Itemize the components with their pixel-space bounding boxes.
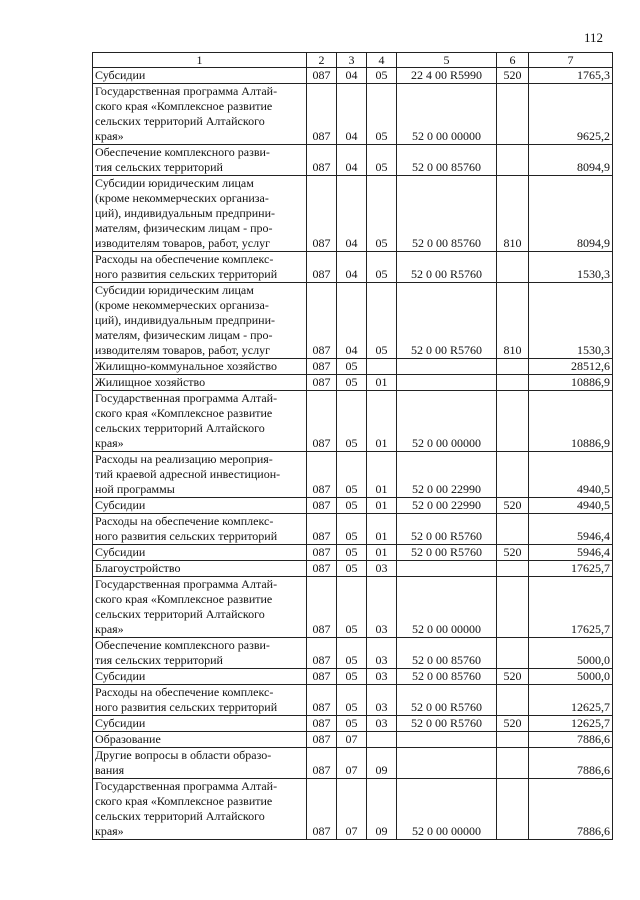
header-cell: 5 (397, 53, 497, 68)
row-target-code: 52 0 00 R5760 (397, 252, 497, 283)
row-target-code: 52 0 00 R5760 (397, 283, 497, 359)
row-description: Государственная программа Алтай- ского края «Комплексное развитие сельских территорий Алтайского края» (93, 391, 307, 452)
row-amount: 4940,5 (529, 498, 613, 514)
row-target-code: 52 0 00 85760 (397, 176, 497, 252)
row-expense-type-code (497, 252, 529, 283)
row-amount: 28512,6 (529, 359, 613, 375)
row-subsection-code: 03 (367, 685, 397, 716)
table-row (93, 145, 613, 176)
row-expense-type-code: 520 (497, 68, 529, 84)
row-subsection-code (367, 732, 397, 748)
row-description: Другие вопросы в области образо- вания (93, 748, 307, 779)
row-description: Субсидии (93, 498, 307, 514)
table-row (93, 748, 613, 779)
header-row (93, 53, 613, 68)
row-ministry-code: 087 (307, 514, 337, 545)
row-expense-type-code (497, 779, 529, 840)
table-row (93, 359, 613, 375)
row-target-code: 52 0 00 00000 (397, 779, 497, 840)
row-amount: 5946,4 (529, 545, 613, 561)
row-amount: 12625,7 (529, 716, 613, 732)
header-cell: 7 (529, 53, 613, 68)
row-expense-type-code (497, 561, 529, 577)
table-row (93, 283, 613, 359)
table-row (93, 779, 613, 840)
row-expense-type-code (497, 748, 529, 779)
row-section-code: 04 (337, 176, 367, 252)
row-ministry-code: 087 (307, 252, 337, 283)
row-ministry-code: 087 (307, 145, 337, 176)
row-section-code: 07 (337, 779, 367, 840)
row-amount: 17625,7 (529, 561, 613, 577)
row-subsection-code: 05 (367, 283, 397, 359)
row-subsection-code (367, 359, 397, 375)
row-expense-type-code (497, 685, 529, 716)
row-amount: 9625,2 (529, 84, 613, 145)
table-row (93, 732, 613, 748)
row-section-code: 05 (337, 514, 367, 545)
header-cell: 3 (337, 53, 367, 68)
row-target-code: 52 0 00 00000 (397, 577, 497, 638)
row-target-code: 52 0 00 R5760 (397, 545, 497, 561)
row-section-code: 04 (337, 84, 367, 145)
row-subsection-code: 05 (367, 84, 397, 145)
row-section-code: 04 (337, 283, 367, 359)
row-target-code: 52 0 00 R5760 (397, 514, 497, 545)
row-target-code: 52 0 00 85760 (397, 145, 497, 176)
row-subsection-code: 03 (367, 577, 397, 638)
row-ministry-code: 087 (307, 545, 337, 561)
table-row (93, 716, 613, 732)
row-subsection-code: 01 (367, 375, 397, 391)
row-expense-type-code: 520 (497, 498, 529, 514)
row-ministry-code: 087 (307, 716, 337, 732)
row-amount: 5000,0 (529, 638, 613, 669)
header-cell: 1 (93, 53, 307, 68)
row-ministry-code: 087 (307, 577, 337, 638)
row-target-code (397, 359, 497, 375)
row-expense-type-code (497, 514, 529, 545)
row-ministry-code: 087 (307, 669, 337, 685)
row-target-code: 52 0 00 R5760 (397, 685, 497, 716)
row-amount: 10886,9 (529, 375, 613, 391)
row-description: Субсидии (93, 545, 307, 561)
row-section-code: 05 (337, 452, 367, 498)
row-subsection-code: 03 (367, 561, 397, 577)
row-target-code: 22 4 00 R5990 (397, 68, 497, 84)
row-section-code: 05 (337, 561, 367, 577)
row-subsection-code: 05 (367, 252, 397, 283)
row-amount: 12625,7 (529, 685, 613, 716)
row-expense-type-code: 810 (497, 283, 529, 359)
row-section-code: 04 (337, 68, 367, 84)
row-description: Расходы на реализацию мероприя- тий краевой адресной инвестицион- ной программы (93, 452, 307, 498)
row-subsection-code: 03 (367, 669, 397, 685)
row-amount: 10886,9 (529, 391, 613, 452)
row-amount: 5946,4 (529, 514, 613, 545)
header-cell: 6 (497, 53, 529, 68)
row-subsection-code: 01 (367, 498, 397, 514)
row-description: Жилищно-коммунальное хозяйство (93, 359, 307, 375)
row-amount: 17625,7 (529, 577, 613, 638)
table-row (93, 545, 613, 561)
row-ministry-code: 087 (307, 748, 337, 779)
row-subsection-code: 05 (367, 176, 397, 252)
table-row (93, 638, 613, 669)
row-section-code: 05 (337, 716, 367, 732)
row-expense-type-code: 520 (497, 669, 529, 685)
row-description: Расходы на обеспечение комплекс- ного развития сельских территорий (93, 514, 307, 545)
header-cell: 4 (367, 53, 397, 68)
row-amount: 8094,9 (529, 145, 613, 176)
row-subsection-code: 01 (367, 545, 397, 561)
row-target-code: 52 0 00 22990 (397, 452, 497, 498)
row-expense-type-code (497, 391, 529, 452)
row-section-code: 05 (337, 545, 367, 561)
row-ministry-code: 087 (307, 176, 337, 252)
row-ministry-code: 087 (307, 375, 337, 391)
row-section-code: 05 (337, 391, 367, 452)
header-cell: 2 (307, 53, 337, 68)
row-subsection-code: 09 (367, 779, 397, 840)
table-body (93, 68, 613, 840)
row-section-code: 04 (337, 145, 367, 176)
row-target-code: 52 0 00 R5760 (397, 716, 497, 732)
table-row (93, 669, 613, 685)
row-description: Благоустройство (93, 561, 307, 577)
row-amount: 7886,6 (529, 732, 613, 748)
row-target-code: 52 0 00 85760 (397, 638, 497, 669)
table-row (93, 514, 613, 545)
row-amount: 8094,9 (529, 176, 613, 252)
row-subsection-code: 09 (367, 748, 397, 779)
table-row (93, 498, 613, 514)
row-target-code: 52 0 00 22990 (397, 498, 497, 514)
row-ministry-code: 087 (307, 638, 337, 669)
row-section-code: 05 (337, 669, 367, 685)
row-expense-type-code (497, 638, 529, 669)
table-row (93, 375, 613, 391)
row-section-code: 05 (337, 685, 367, 716)
row-amount: 5000,0 (529, 669, 613, 685)
row-ministry-code: 087 (307, 283, 337, 359)
row-ministry-code: 087 (307, 452, 337, 498)
row-amount: 1530,3 (529, 252, 613, 283)
row-amount: 7886,6 (529, 779, 613, 840)
row-subsection-code: 05 (367, 145, 397, 176)
row-description: Государственная программа Алтай- ского края «Комплексное развитие сельских территорий Алтайского края» (93, 779, 307, 840)
table-row (93, 685, 613, 716)
row-expense-type-code (497, 359, 529, 375)
row-section-code: 05 (337, 359, 367, 375)
table-row (93, 391, 613, 452)
row-description: Субсидии юридическим лицам (кроме некоммерческих организа- ций), индивидуальным предприни- мателям, физическим лицам - про- изводителям товаров, работ, услуг (93, 283, 307, 359)
row-amount: 7886,6 (529, 748, 613, 779)
row-target-code: 52 0 00 00000 (397, 84, 497, 145)
row-subsection-code: 03 (367, 716, 397, 732)
row-amount: 1765,3 (529, 68, 613, 84)
row-expense-type-code (497, 732, 529, 748)
row-section-code: 07 (337, 732, 367, 748)
row-description: Субсидии (93, 669, 307, 685)
table-row (93, 252, 613, 283)
row-expense-type-code (497, 84, 529, 145)
row-section-code: 05 (337, 638, 367, 669)
row-target-code: 52 0 00 00000 (397, 391, 497, 452)
row-ministry-code: 087 (307, 685, 337, 716)
budget-table (92, 52, 613, 840)
row-subsection-code: 01 (367, 514, 397, 545)
row-section-code: 05 (337, 498, 367, 514)
table-row (93, 452, 613, 498)
row-target-code: 52 0 00 85760 (397, 669, 497, 685)
row-subsection-code: 01 (367, 391, 397, 452)
row-description: Субсидии юридическим лицам (кроме некоммерческих организа- ций), индивидуальным предприни- мателям, физическим лицам - про- изводителям товаров, работ, услуг (93, 176, 307, 252)
row-expense-type-code (497, 375, 529, 391)
row-section-code: 05 (337, 375, 367, 391)
table-row (93, 176, 613, 252)
row-description: Жилищное хозяйство (93, 375, 307, 391)
row-section-code: 07 (337, 748, 367, 779)
row-target-code (397, 732, 497, 748)
row-ministry-code: 087 (307, 498, 337, 514)
row-subsection-code: 05 (367, 68, 397, 84)
row-target-code (397, 561, 497, 577)
row-target-code (397, 375, 497, 391)
row-ministry-code: 087 (307, 359, 337, 375)
row-section-code: 04 (337, 252, 367, 283)
row-description: Обеспечение комплексного разви- тия сельских территорий (93, 638, 307, 669)
table-row (93, 84, 613, 145)
row-expense-type-code: 810 (497, 176, 529, 252)
row-subsection-code: 01 (367, 452, 397, 498)
row-description: Субсидии (93, 68, 307, 84)
row-ministry-code: 087 (307, 779, 337, 840)
table-row (93, 561, 613, 577)
row-amount: 4940,5 (529, 452, 613, 498)
row-ministry-code: 087 (307, 68, 337, 84)
row-section-code: 05 (337, 577, 367, 638)
row-expense-type-code (497, 577, 529, 638)
row-expense-type-code (497, 145, 529, 176)
table-row (93, 577, 613, 638)
row-description: Расходы на обеспечение комплекс- ного развития сельских территорий (93, 252, 307, 283)
row-ministry-code: 087 (307, 561, 337, 577)
row-subsection-code: 03 (367, 638, 397, 669)
page-number: 112 (584, 30, 604, 45)
row-description: Расходы на обеспечение комплекс- ного развития сельских территорий (93, 685, 307, 716)
row-description: Образование (93, 732, 307, 748)
row-ministry-code: 087 (307, 732, 337, 748)
row-description: Обеспечение комплексного разви- тия сельских территорий (93, 145, 307, 176)
row-expense-type-code: 520 (497, 545, 529, 561)
table-row (93, 68, 613, 84)
row-ministry-code: 087 (307, 84, 337, 145)
row-expense-type-code (497, 452, 529, 498)
row-description: Субсидии (93, 716, 307, 732)
row-expense-type-code: 520 (497, 716, 529, 732)
row-description: Государственная программа Алтай- ского края «Комплексное развитие сельских территорий Алтайского края» (93, 84, 307, 145)
row-target-code (397, 748, 497, 779)
row-amount: 1530,3 (529, 283, 613, 359)
row-ministry-code: 087 (307, 391, 337, 452)
row-description: Государственная программа Алтай- ского края «Комплексное развитие сельских территорий Алтайского края» (93, 577, 307, 638)
